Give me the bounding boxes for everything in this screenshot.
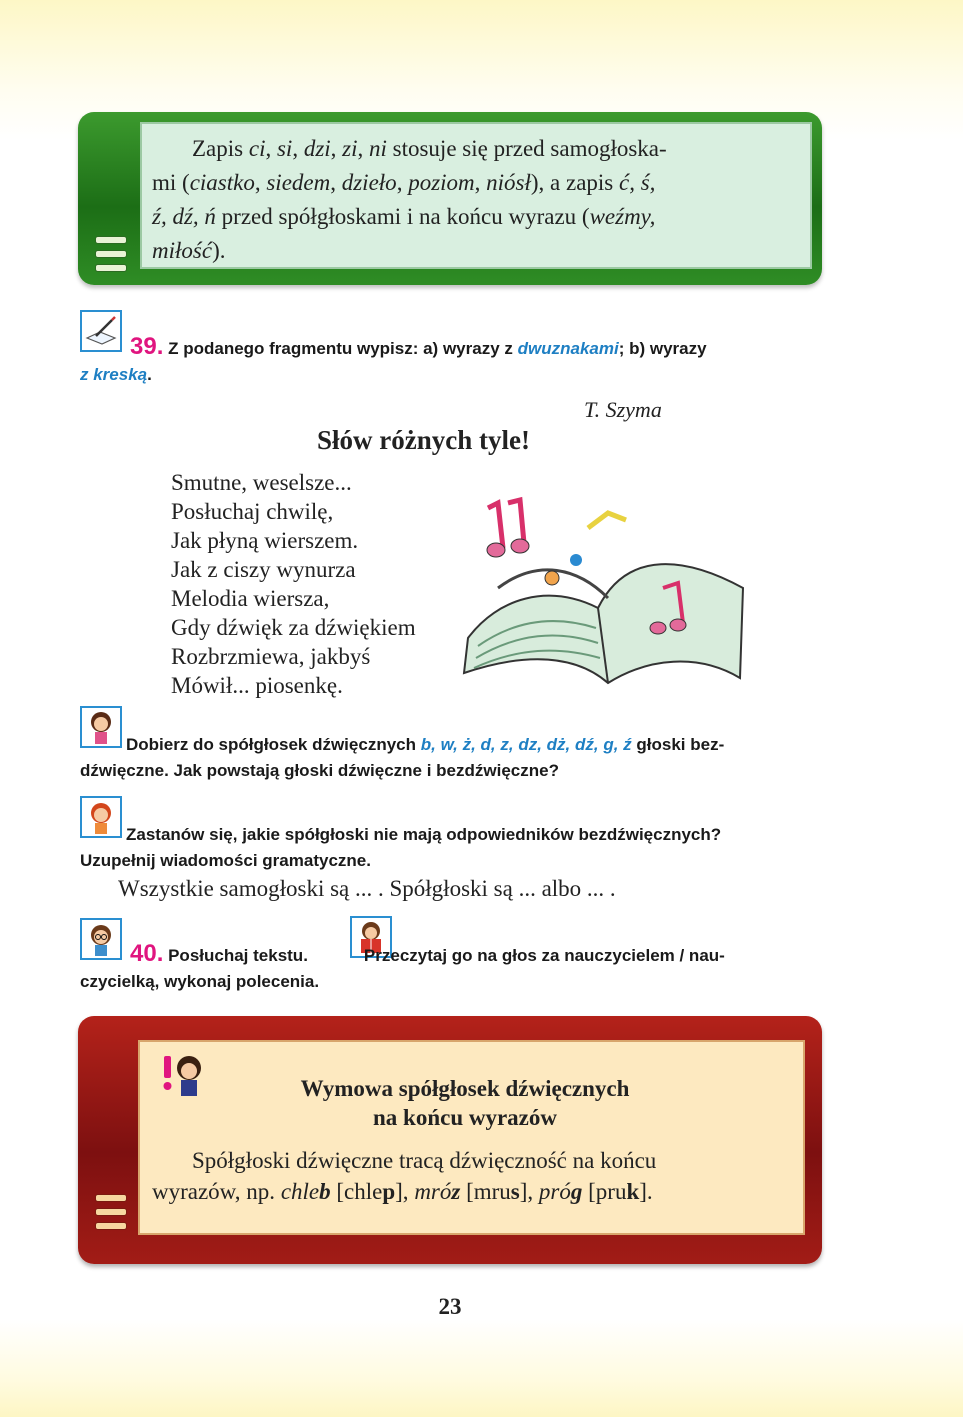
- page-number: 23: [438, 1294, 462, 1319]
- task-voiced: Dobierz do spółgłosek dźwięcznych b, w, ż, d, z, dz, dż, dź, g, ź głoski bez- dźwięczne. Jak powstają głoski dźwięczne i bezdźwięczne?: [80, 735, 725, 780]
- poem-line: Posłuchaj chwilę,: [171, 499, 334, 524]
- poem-line: Jak z ciszy wynurza: [171, 557, 356, 582]
- poem-line: Gdy dźwięk za dźwiękiem: [171, 615, 416, 640]
- exercise-number: 40.: [130, 940, 164, 967]
- red-box-title: Wymowa spółgłosek dźwięcznych na końcu wyrazów: [300, 1076, 630, 1130]
- task-think: Zastanów się, jakie spółgłoski nie mają odpowiedników bezdźwięcznych? Uzupełnij wiadomości gramatyczne.: [80, 825, 722, 870]
- exercise-40: 40. Posłuchaj tekstu. Przeczytaj go na głos za nauczycielem / nau- czycielką, wykonaj polecenia.: [80, 940, 725, 991]
- fill-in-sentence: Wszystkie samogłoski są ... . Spółgłoski są ... albo ... .: [118, 876, 616, 901]
- poem-line: Rozbrzmiewa, jakbyś: [171, 644, 371, 669]
- rule-box-text: Zapis ci, si, dzi, zi, ni stosuje się przed samogłoska- mi (ciastko, siedem, dzieło, poziom, niósł), a zapis ć, ś, ź, dź, ń przed spółgłoskami i na końcu wyrazu (weźmy, miłość).: [152, 136, 667, 263]
- poem-text: [171, 468, 461, 700]
- red-box-body: Spółgłoski dźwięczne tracą dźwięczność na końcu wyrazów, np. chleb [chlep], mróz [mrus], próg [pruk].: [152, 1148, 657, 1204]
- poem-line: Melodia wiersza,: [171, 586, 330, 611]
- frame-slots: [95, 236, 127, 272]
- poem-line: Mówił... piosenkę.: [171, 673, 343, 698]
- poem-author: T. Szyma: [584, 397, 662, 422]
- exercise-number: 39.: [130, 333, 164, 360]
- exclamation-girl-icon: [160, 1050, 206, 1103]
- exercise-39: 39. Z podanego fragmentu wypisz: a) wyrazy z dwuznakami; b) wyrazy z kreską.: [80, 333, 707, 384]
- poem-line: Smutne, weselsze...: [171, 470, 352, 495]
- music-book-illustration: [458, 488, 750, 703]
- frame-slots: [95, 1194, 127, 1230]
- poem-title: Słów różnych tyle!: [317, 425, 530, 455]
- poem-line: Jak płyną wierszem.: [171, 528, 359, 553]
